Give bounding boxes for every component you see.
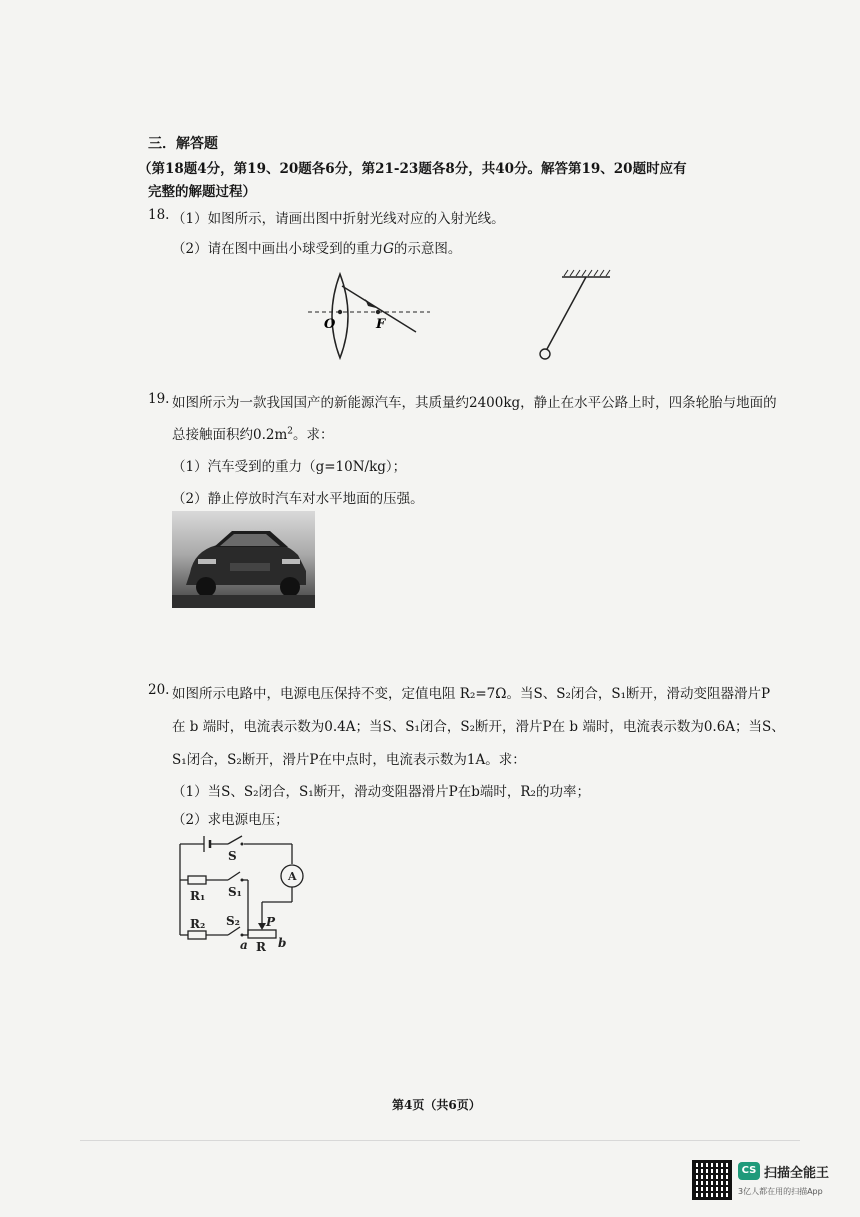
- label-r: R: [256, 940, 266, 954]
- wheel-left: [196, 577, 216, 597]
- q18-number: 18.: [148, 207, 170, 223]
- focus-point: [376, 310, 380, 314]
- q19-sub1: （1）汽车受到的重力（g=10N/kg）；: [172, 459, 407, 475]
- pendulum-diagram: [530, 265, 620, 365]
- q19-line1: 如图所示为一款我国国产的新能源汽车，其质量约2400kg，静止在水平公路上时，四条轮胎与地面的: [172, 395, 777, 411]
- resistor-r1: [188, 876, 206, 884]
- switch-s1-blade: [228, 872, 240, 880]
- wheel-right: [280, 577, 300, 597]
- label-ammeter: A: [288, 870, 297, 883]
- q20-sub2: （2）求电源电压；: [172, 812, 289, 828]
- ground: [172, 595, 315, 608]
- rheostat-r: [248, 930, 276, 938]
- car-photo: [172, 511, 315, 608]
- switch-s-blade: [228, 836, 242, 844]
- lens-diagram: [300, 268, 440, 368]
- qr-code-icon: [692, 1160, 732, 1200]
- car-illustration: [172, 511, 315, 608]
- label-b: b: [278, 936, 287, 950]
- switch-s2-blade: [228, 927, 240, 935]
- label-f: F: [376, 317, 386, 332]
- brand-tagline: 3亿人都在用的扫描App: [738, 1187, 823, 1196]
- ball: [540, 349, 550, 359]
- circuit-diagram: [170, 830, 320, 955]
- convex-lens: [332, 274, 348, 358]
- q20-line1: 如图所示电路中，电源电压保持不变，定值电阻 R₂=7Ω。当S、S₂闭合，S₁断开，滑动变阻器滑片P: [172, 686, 771, 702]
- label-p: P: [266, 915, 276, 929]
- headlight-left: [198, 559, 216, 564]
- q20-number: 20.: [148, 682, 170, 698]
- section-note-line2: 完整的解题过程）: [148, 184, 256, 200]
- label-r2: R₂: [190, 917, 206, 931]
- footer-divider: [80, 1140, 800, 1141]
- lens-center-point: [338, 310, 342, 314]
- camscanner-logo: CS: [738, 1162, 760, 1180]
- label-s1: S₁: [228, 885, 242, 899]
- q20-sub1: （1）当S、S₂闭合，S₁断开，滑动变阻器滑片P在b端时，R₂的功率；: [172, 784, 590, 800]
- section-note-line1: （第18题4分，第19、20题各6分，第21-23题各8分，共40分。解答第19、20题时应有: [138, 161, 687, 177]
- q18-part1: （1）如图所示，请画出图中折射光线对应的入射光线。: [172, 211, 505, 227]
- brand-name: 扫描全能王: [764, 1166, 830, 1181]
- string: [547, 277, 586, 349]
- q20-line2: 在 b 端时，电流表示数为0.4A；当S、S₁闭合，S₂断开，滑片P在 b 端时，电流表示数为0.6A；当S、: [172, 719, 785, 735]
- q20-line3: S₁闭合，S₂断开，滑片P在中点时，电流表示数为1A。求：: [172, 752, 526, 768]
- resistor-r2: [188, 931, 206, 939]
- q19-line2: 总接触面积约$0.2m^2$。求：: [172, 426, 334, 443]
- q19-number: 19.: [148, 391, 170, 407]
- label-r1: R₁: [190, 889, 206, 903]
- slider-p-arrow-icon: [258, 923, 266, 930]
- ceiling-hatch: [564, 270, 610, 276]
- headlight-right: [282, 559, 300, 564]
- label-a: a: [240, 938, 248, 952]
- section-title: 三．解答题: [148, 136, 218, 152]
- q19-sub2: （2）静止停放时汽车对水平地面的压强。: [172, 491, 424, 507]
- page-number: 第4页（共6页）: [392, 1098, 481, 1112]
- label-o: O: [324, 317, 336, 332]
- label-s: S: [228, 849, 237, 863]
- q18-part2: （2）请在图中画出小球受到的重力G的示意图。: [172, 241, 462, 257]
- label-s2: S₂: [226, 914, 240, 928]
- grille: [230, 563, 270, 571]
